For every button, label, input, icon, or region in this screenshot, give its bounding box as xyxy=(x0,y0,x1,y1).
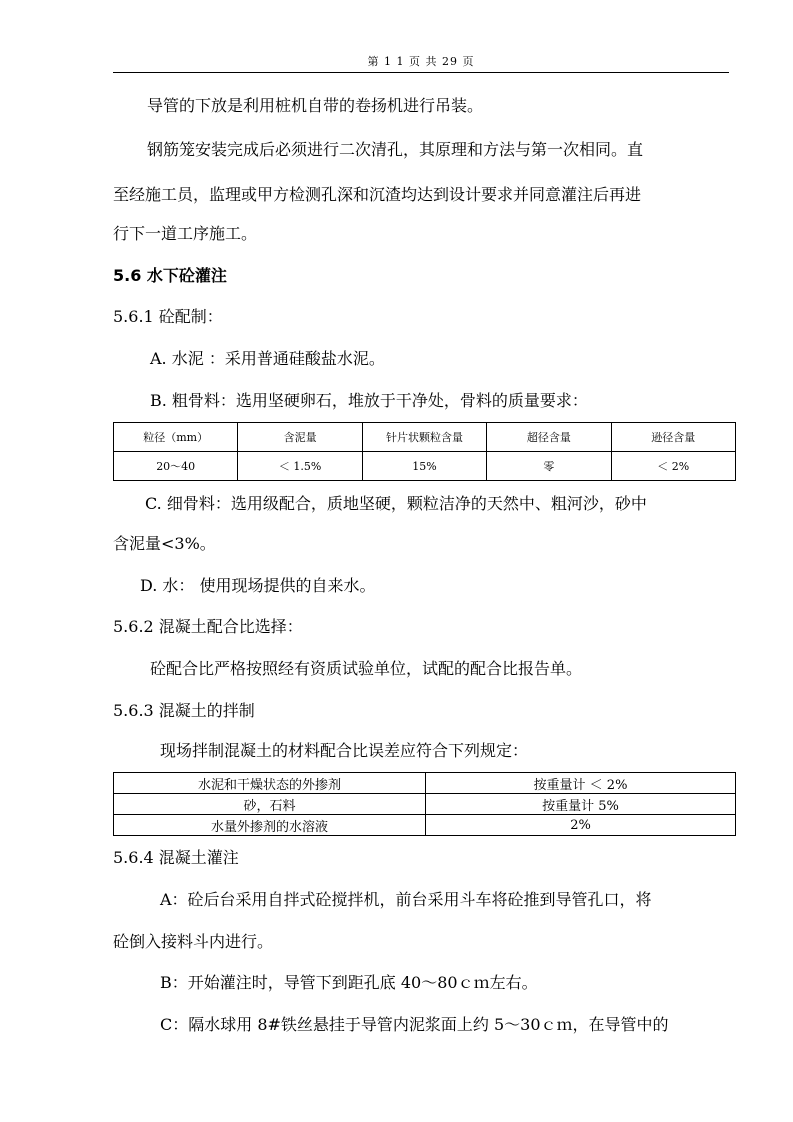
table-header-row xyxy=(114,423,736,452)
item-c-fine-aggregate-2: 含泥量<3%。 xyxy=(113,534,216,553)
section-heading-5-6: 5.6 水下砼灌注 xyxy=(113,266,227,285)
subheading-5-6-3: 5.6.3 混凝土的拌制 xyxy=(113,701,255,720)
table-row xyxy=(114,794,736,815)
table-cell: 砂，石料 xyxy=(114,794,426,815)
mix-tolerance-table xyxy=(113,772,736,836)
table-cell: 按重量计 5% xyxy=(426,794,736,815)
paragraph-mix-ratio: 砼配合比严格按照经有资质试验单位，试配的配合比报告单。 xyxy=(150,659,583,678)
header-cell: 逊径含量 xyxy=(611,423,735,452)
header-cell: 含泥量 xyxy=(238,423,362,452)
table-cell: ＜ 2% xyxy=(611,452,735,481)
paragraph-mix-tolerance: 现场拌制混凝土的材料配合比误差应符合下列规定： xyxy=(160,741,529,760)
page-number: 第 1 1 页 共 29 页 xyxy=(367,55,475,68)
item-b-pouring: B：开始灌注时，导管下到距孔底 40～80ｃｍ左右。 xyxy=(160,973,538,992)
item-c-pouring: C：隔水球用 8#铁丝悬挂于导管内泥浆面上约 5～30ｃｍ，在导管中的 xyxy=(160,1015,669,1034)
paragraph-second-cleaning-2: 至经施工员，监理或甲方检测孔深和沉渣均达到设计要求并同意灌注后再进 xyxy=(113,185,642,204)
item-d-water: D. 水： 使用现场提供的自来水。 xyxy=(140,576,376,595)
header-cell: 粒径（mm） xyxy=(114,423,238,452)
item-a-pouring-1: A：砼后台采用自拌式砼搅拌机，前台采用斗车将砼推到导管孔口，将 xyxy=(160,890,652,909)
table-cell: 按重量计 ＜ 2% xyxy=(426,773,736,794)
item-c-fine-aggregate-1: C. 细骨料：选用级配合，质地坚硬，颗粒洁净的天然中、粗河沙，砂中 xyxy=(145,494,647,513)
table-row xyxy=(114,452,736,481)
paragraph-second-cleaning-1: 钢筋笼安装完成后必须进行二次清孔，其原理和方法与第一次相同。直 xyxy=(147,140,644,159)
table-cell: 水泥和干燥状态的外掺剂 xyxy=(114,773,426,794)
table-cell: 水量外掺剂的水溶液 xyxy=(114,815,426,836)
subheading-5-6-2: 5.6.2 混凝土配合比选择： xyxy=(113,617,303,636)
table-cell: 2% xyxy=(426,815,736,836)
paragraph-second-cleaning-3: 行下一道工序施工。 xyxy=(113,224,258,243)
item-a-cement: A. 水泥 ：采用普通硅酸盐水泥。 xyxy=(150,349,385,368)
item-a-pouring-2: 砼倒入接料斗内进行。 xyxy=(113,932,274,951)
table-cell: 15% xyxy=(362,452,486,481)
aggregate-quality-table xyxy=(113,422,736,481)
table-row xyxy=(114,815,736,836)
page-header xyxy=(113,52,729,73)
table-cell: ＜ 1.5% xyxy=(238,452,362,481)
subheading-5-6-4: 5.6.4 混凝土灌注 xyxy=(113,848,239,867)
item-b-coarse-aggregate: B. 粗骨料：选用坚硬卵石，堆放于干净处，骨料的质量要求： xyxy=(150,391,588,410)
table-cell: 零 xyxy=(487,452,611,481)
table-cell: 20～40 xyxy=(114,452,238,481)
header-cell: 针片状颗粒含量 xyxy=(362,423,486,452)
subheading-5-6-1: 5.6.1 砼配制： xyxy=(113,307,223,326)
header-cell: 超径含量 xyxy=(487,423,611,452)
paragraph-pipe-lowering: 导管的下放是利用桩机自带的卷扬机进行吊装。 xyxy=(147,96,484,115)
table-row xyxy=(114,773,736,794)
